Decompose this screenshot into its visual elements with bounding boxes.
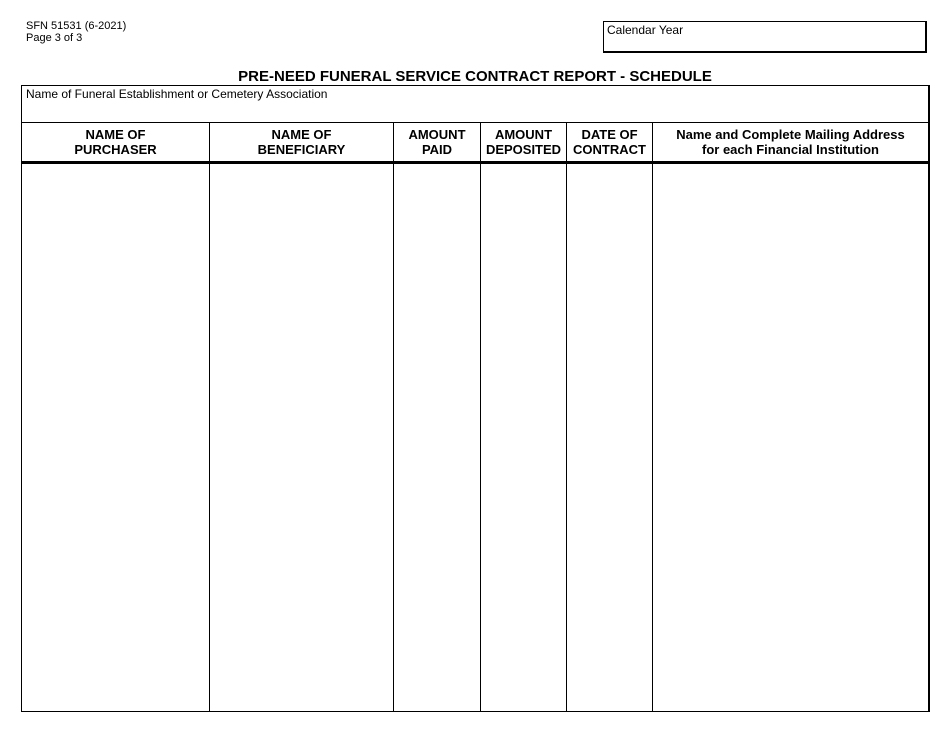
date-of-contract-cell[interactable] [567, 163, 653, 712]
header-amount-deposited: AMOUNT DEPOSITED [481, 123, 567, 163]
establishment-name-field[interactable] [21, 85, 930, 123]
form-number: SFN 51531 (6-2021) [26, 20, 127, 32]
calendar-year-field[interactable] [603, 21, 927, 53]
page-title: PRE-NEED FUNERAL SERVICE CONTRACT REPORT - SCHEDULE [238, 68, 712, 85]
schedule-table [21, 122, 930, 712]
financial-institution-cell[interactable] [653, 163, 930, 712]
purchaser-cell[interactable] [22, 163, 210, 712]
header-financial-institution: Name and Complete Mailing Address for each Financial Institution [653, 123, 930, 163]
header-row [22, 123, 930, 163]
calendar-year-label: Calendar Year [607, 23, 684, 37]
header-date-of-contract: DATE OF CONTRACT [567, 123, 653, 163]
beneficiary-cell[interactable] [210, 163, 394, 712]
amount-paid-cell[interactable] [394, 163, 481, 712]
amount-deposited-cell[interactable] [481, 163, 567, 712]
header-amount-paid: AMOUNT PAID [394, 123, 481, 163]
header-beneficiary: NAME OF BENEFICIARY [210, 123, 394, 163]
establishment-name-label: Name of Funeral Establishment or Cemetery Association [26, 87, 328, 101]
header-purchaser: NAME OF PURCHASER [22, 123, 210, 163]
form-info [26, 20, 126, 44]
table-row [22, 163, 930, 712]
page-number: Page 3 of 3 [26, 32, 83, 44]
